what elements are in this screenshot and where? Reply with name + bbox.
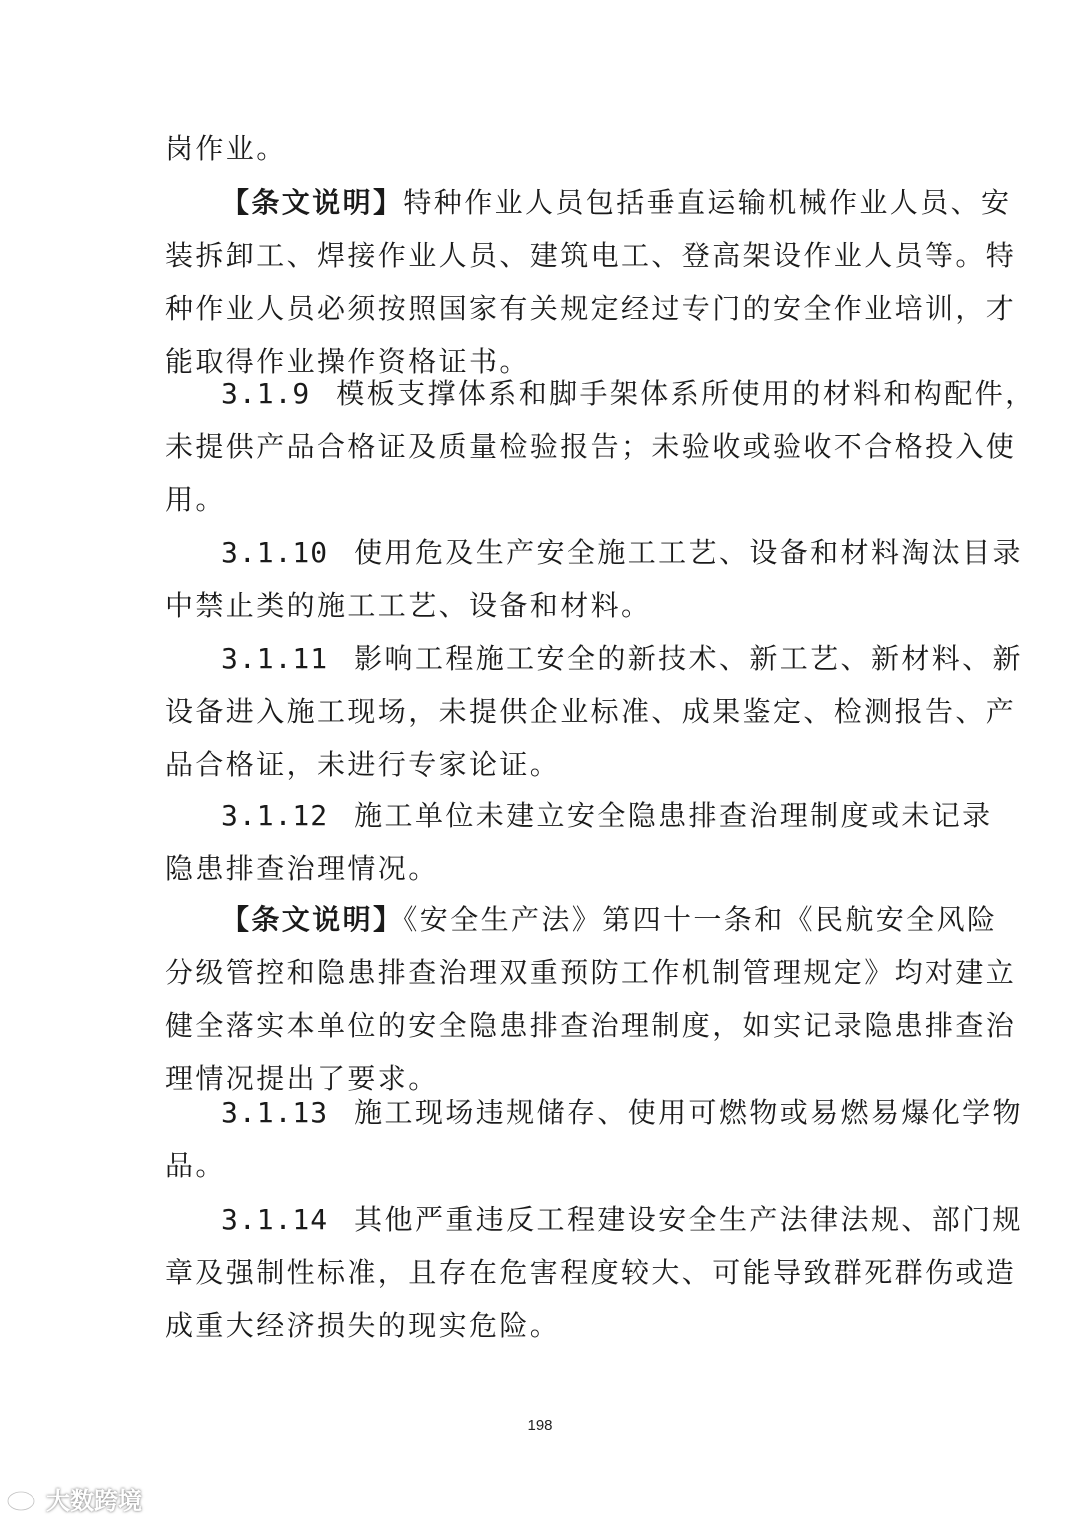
text-line: 健全落实本单位的安全隐患排查治理制度，如实记录隐患排查治 [165,1009,1017,1042]
clause-explanation-1 [165,176,1017,388]
weibo-logo-icon [6,1483,42,1513]
text-span: 模板支撑体系和脚手架体系所使用的材料和构配件， [336,377,1036,410]
clause-3-1-14 [165,1193,1023,1352]
text-span: 特种作业人员包括垂直运输机械作业人员、安 [403,186,1012,219]
text-line: 隐患排查治理情况。 [165,852,439,885]
watermark [6,1478,142,1518]
clause-3-1-11 [165,632,1023,791]
text-line [165,789,993,842]
clause-3-1-10 [165,526,1023,632]
text-span: 其他严重违反工程建设安全生产法律法规、部门规 [354,1203,1023,1236]
text-line: 设备进入施工现场，未提供企业标准、成果鉴定、检测报告、产 [165,695,1017,728]
clause-3-1-12 [165,789,993,895]
text-span: 使用危及生产安全施工工艺、设备和材料淘汰目录 [354,536,1023,569]
text-line: 未提供产品合格证及质量检验报告；未验收或验收不合格投入使 [165,430,1017,463]
text-line: 种作业人员必须按照国家有关规定经过专门的安全作业培训，才 [165,292,1017,325]
clause-number: 3.1.10 [221,536,329,569]
text-line: 品。 [165,1149,226,1182]
text-line [165,367,1036,420]
text-line: 装拆卸工、焊接作业人员、建筑电工、登高架设作业人员等。特 [165,239,1017,272]
clause-number: 3.1.11 [221,642,329,675]
text-line [165,632,1023,685]
text-span: 影响工程施工安全的新技术、新工艺、新材料、新 [354,642,1023,675]
page-number: 198 [527,1417,553,1434]
text-span: 《安全生产法》第四十一条和《民航安全风险 [403,903,998,936]
text-line: 分级管控和隐患排查治理双重预防工作机制管理规定》均对建立 [165,956,1017,989]
text-span: 施工现场违规储存、使用可燃物或易燃易爆化学物 [354,1096,1023,1129]
text-line [165,1193,1023,1246]
text-span: 施工单位未建立安全隐患排查治理制度或未记录 [354,799,993,832]
clause-number: 3.1.14 [221,1203,329,1236]
text-line [165,1086,1023,1139]
text-line [165,176,1012,229]
watermark-text: 大数跨境 [46,1486,142,1515]
clause-3-1-13 [165,1086,1023,1192]
text-line [165,893,998,946]
clause-explanation-2 [165,893,1017,1105]
text-line: 章及强制性标准，且存在危害程度较大、可能导致群死群伤或造 [165,1256,1017,1289]
text-line: 品合格证，未进行专家论证。 [165,748,561,781]
clause-number: 3.1.13 [221,1096,329,1129]
text-line: 能取得作业操作资格证书。 [165,345,530,378]
explanation-label: 【条文说明】 [221,903,404,936]
text-line: 用。 [165,483,226,516]
clause-3-1-9 [165,367,1036,526]
text-line: 成重大经济损失的现实危险。 [165,1309,561,1342]
continuation-paragraph [165,122,917,175]
explanation-label: 【条文说明】 [221,186,404,219]
text-line: 中禁止类的施工工艺、设备和材料。 [165,589,652,622]
text-line [165,526,1023,579]
text-line: 理情况提出了要求。 [165,1062,439,1095]
text-line: 岗作业。 [165,132,287,165]
clause-number: 3.1.9 [221,377,311,410]
clause-number: 3.1.12 [221,799,329,832]
